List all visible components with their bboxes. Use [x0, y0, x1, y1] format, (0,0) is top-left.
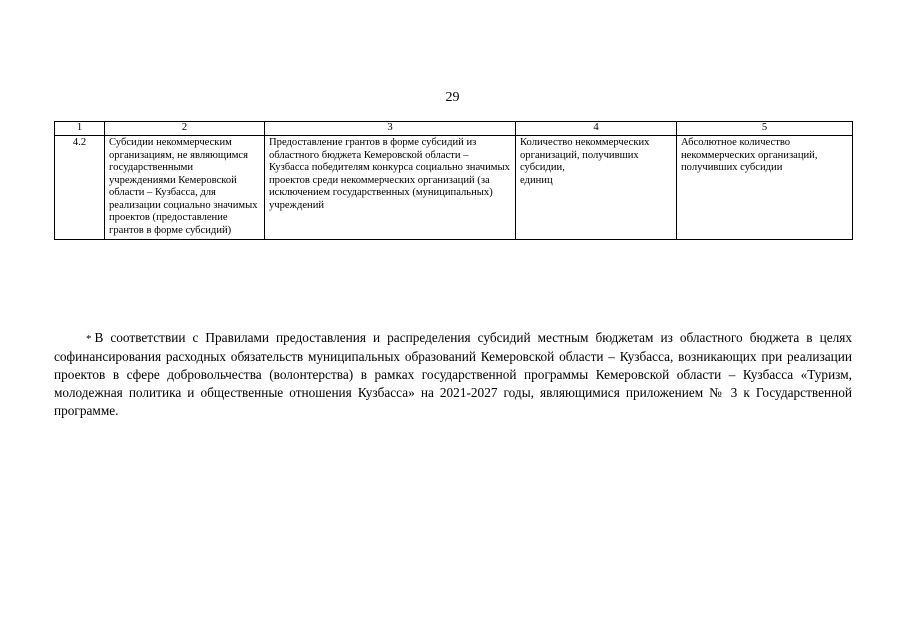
indicators-table: [54, 121, 853, 240]
page-number: 29: [445, 90, 460, 105]
footnote-marker: *: [86, 333, 92, 345]
row-number-cell: 4.2: [55, 136, 105, 240]
subsidy-name-cell: Субсидии некоммерческим организациям, не являющимся государственными учреждениями Кемеровской области – Кузбасса, для реализации социально значимых проектов (предоставление грантов в форме субсидий): [105, 136, 265, 240]
column-header: 3: [265, 122, 516, 136]
indicator-cell: [516, 136, 677, 240]
footnote: [54, 329, 852, 420]
column-header: 4: [516, 122, 677, 136]
table-row: [55, 136, 853, 240]
table-header-row: [55, 122, 853, 136]
column-header: 1: [55, 122, 105, 136]
footnote-text: В соответствии с Правилами предоставления и распределения субсидий местным бюджетам из областного бюджета в целях софинансирования расходных обязательств муниципальных образований Кемеровской области – Кузбасса, возникающих при реализации проектов в сфере добровольчества (волонтерства) в рамках государственной программы Кемеровской области – Кузбасса «Туризм, молодежная политика и общественные отношения Кузбасса» на 2021-2027 годы, являющимися приложением № 3 к Государственной программе.: [54, 330, 852, 418]
indicator-unit: единиц: [520, 174, 553, 186]
method-cell: Абсолютное количество некоммерческих организаций, получивших субсидии: [677, 136, 853, 240]
column-header: 5: [677, 122, 853, 136]
column-header: 2: [105, 122, 265, 136]
indicator-text: Количество некоммерческих организаций, получивших субсидии,: [520, 137, 650, 173]
description-cell: Предоставление грантов в форме субсидий из областного бюджета Кемеровской области – Кузбасса победителям конкурса социально значимых проектов среди некоммерческих организаций (за исключением государственных (муниципальных) учреждений: [265, 136, 516, 240]
